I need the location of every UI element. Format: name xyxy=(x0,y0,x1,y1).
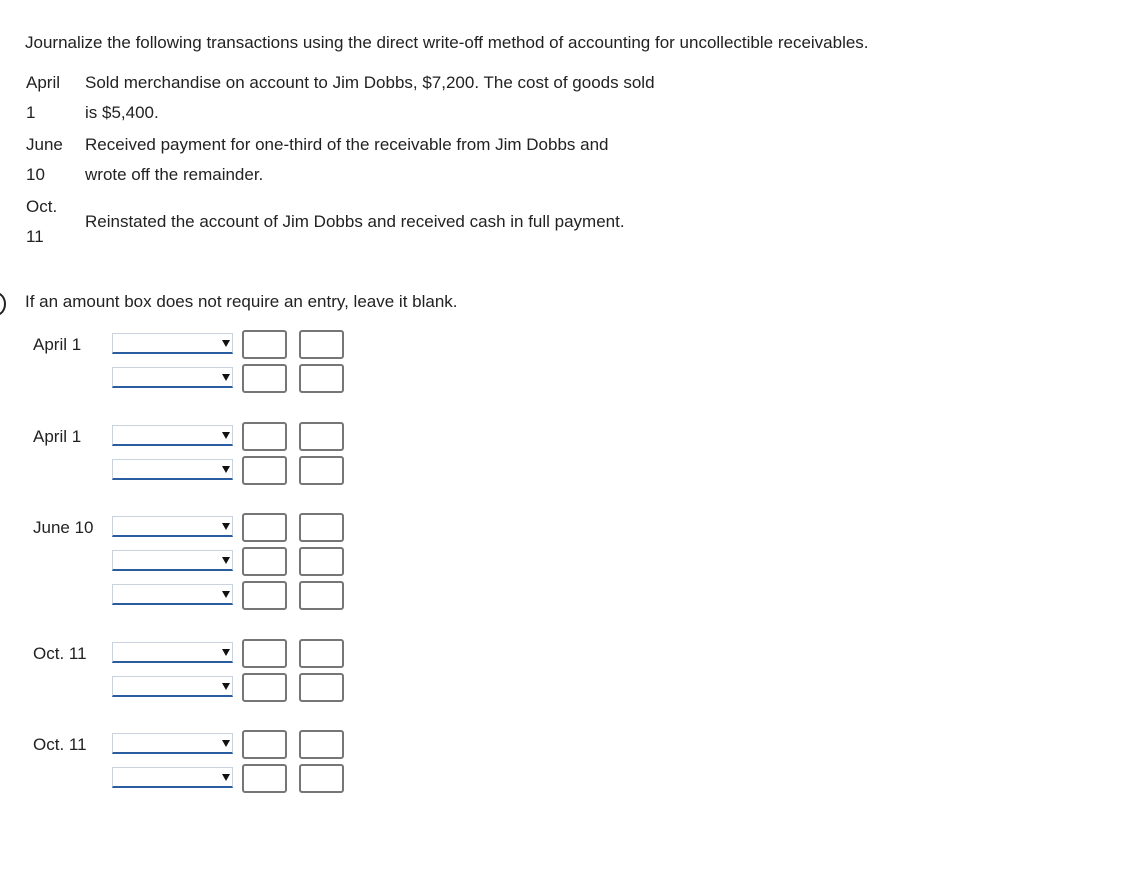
credit-amount-input[interactable] xyxy=(299,581,344,610)
instructions-text: If an amount box does not require an entry, leave it blank. xyxy=(25,292,458,311)
transaction-date-day: 1 xyxy=(26,103,36,122)
credit-amount-input[interactable] xyxy=(299,547,344,576)
account-select[interactable] xyxy=(112,425,233,446)
journal-entry-date: June 10 xyxy=(33,518,94,537)
debit-amount-input[interactable] xyxy=(242,764,287,793)
dropdown-arrow-icon xyxy=(222,432,230,439)
credit-amount-input[interactable] xyxy=(299,330,344,359)
transaction-date xyxy=(26,68,60,128)
debit-amount-input[interactable] xyxy=(242,330,287,359)
transaction-date-day: 10 xyxy=(26,165,45,184)
dropdown-arrow-icon xyxy=(222,340,230,347)
transaction-description-line: Received payment for one-third of the receivable from Jim Dobbs and xyxy=(85,135,609,154)
debit-amount-input[interactable] xyxy=(242,422,287,451)
transaction-date-day: 11 xyxy=(26,227,44,246)
debit-amount-input[interactable] xyxy=(242,364,287,393)
account-select[interactable] xyxy=(112,642,233,663)
credit-amount-input[interactable] xyxy=(299,456,344,485)
debit-amount-input[interactable] xyxy=(242,673,287,702)
credit-amount-input[interactable] xyxy=(299,639,344,668)
transaction-date-month: Oct. xyxy=(26,197,58,216)
transaction-description-line: Sold merchandise on account to Jim Dobbs, $7,200. The cost of goods sold xyxy=(85,73,655,92)
account-select[interactable] xyxy=(112,367,233,388)
debit-amount-input[interactable] xyxy=(242,456,287,485)
transaction-description-line: wrote off the remainder. xyxy=(85,165,264,184)
debit-amount-input[interactable] xyxy=(242,639,287,668)
account-select[interactable] xyxy=(112,676,233,697)
credit-amount-input[interactable] xyxy=(299,764,344,793)
transaction-description xyxy=(85,207,785,237)
journal-entry-date: Oct. 11 xyxy=(33,735,87,754)
dropdown-arrow-icon xyxy=(222,374,230,381)
transaction-description xyxy=(85,130,785,190)
dropdown-arrow-icon xyxy=(222,591,230,598)
debit-amount-input[interactable] xyxy=(242,547,287,576)
account-select[interactable] xyxy=(112,767,233,788)
credit-amount-input[interactable] xyxy=(299,364,344,393)
transaction-date-month: June xyxy=(26,135,63,154)
dropdown-arrow-icon xyxy=(222,649,230,656)
transaction-description-line: Reinstated the account of Jim Dobbs and received cash in full payment. xyxy=(85,212,625,231)
transaction-description xyxy=(85,68,785,128)
dropdown-arrow-icon xyxy=(222,774,230,781)
account-select[interactable] xyxy=(112,550,233,571)
credit-amount-input[interactable] xyxy=(299,730,344,759)
account-select[interactable] xyxy=(112,733,233,754)
account-select[interactable] xyxy=(112,584,233,605)
debit-amount-input[interactable] xyxy=(242,513,287,542)
transaction-date-month: April xyxy=(26,73,61,92)
credit-amount-input[interactable] xyxy=(299,513,344,542)
question-intro: Journalize the following transactions using the direct write-off method of accounting for uncollectible receivables. xyxy=(25,33,869,52)
debit-amount-input[interactable] xyxy=(242,730,287,759)
credit-amount-input[interactable] xyxy=(299,673,344,702)
debit-amount-input[interactable] xyxy=(242,581,287,610)
account-select[interactable] xyxy=(112,333,233,354)
question-part-marker xyxy=(0,292,6,316)
transaction-date xyxy=(26,130,63,190)
transaction-description-line: is $5,400. xyxy=(85,103,159,122)
dropdown-arrow-icon xyxy=(222,683,230,690)
account-select[interactable] xyxy=(112,459,233,480)
journal-entry-date: Oct. 11 xyxy=(33,644,87,663)
dropdown-arrow-icon xyxy=(222,740,230,747)
account-select[interactable] xyxy=(112,516,233,537)
journal-entry-date: April 1 xyxy=(33,427,82,446)
dropdown-arrow-icon xyxy=(222,557,230,564)
credit-amount-input[interactable] xyxy=(299,422,344,451)
dropdown-arrow-icon xyxy=(222,523,230,530)
journal-entry-date: April 1 xyxy=(33,335,82,354)
transaction-date xyxy=(26,192,57,252)
dropdown-arrow-icon xyxy=(222,466,230,473)
